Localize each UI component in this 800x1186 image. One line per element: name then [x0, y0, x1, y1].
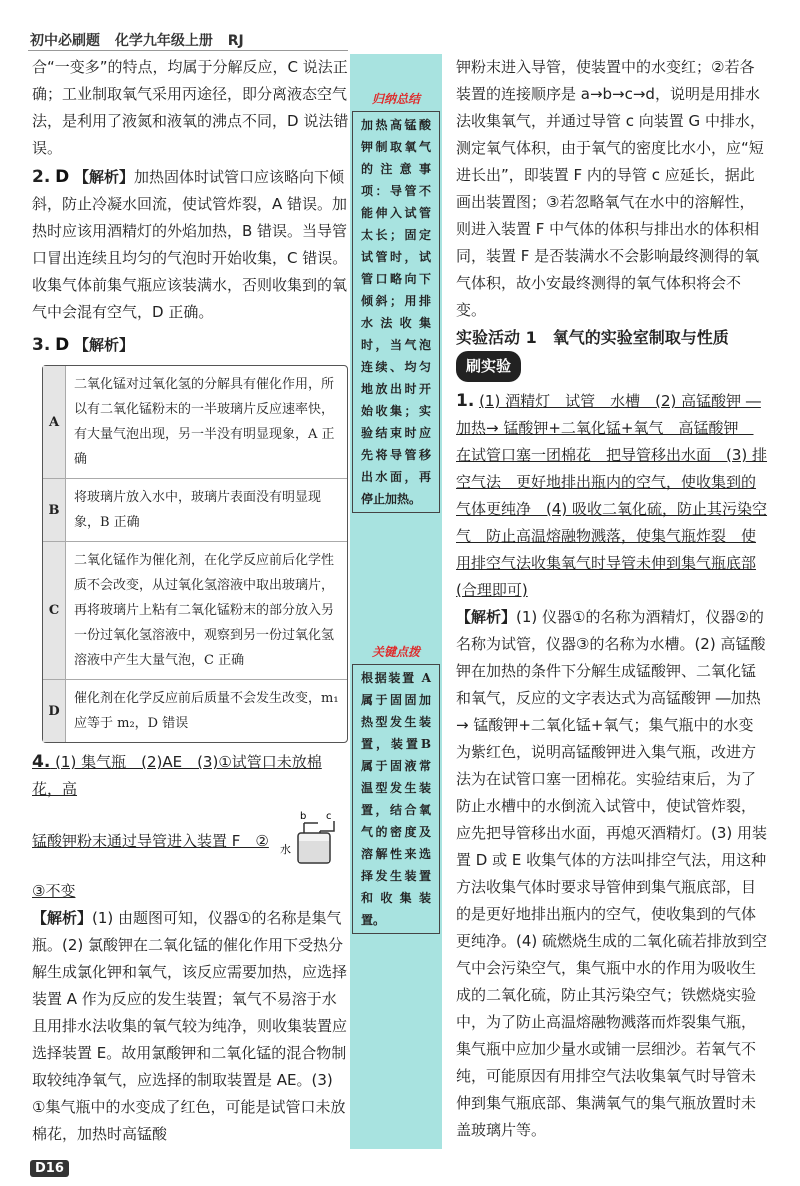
q1-continuation: 合“一变多”的特点，均属于分解反应，C 说法正确；工业制取氧气采用丙途径，即分离液态空气法，是利用了液氮和液氧的沸点不同，D 说法错误。 [32, 58, 349, 157]
badge-row [456, 351, 768, 382]
q4-line3: ③不变 [32, 882, 76, 900]
experiment-badge: 刷实验 [456, 351, 521, 382]
option-label: B [43, 479, 66, 542]
q2-number: 2. [32, 167, 51, 187]
q4-line2 [32, 809, 350, 874]
section-title: 实验活动 1 氧气的实验室制取与性质 [456, 328, 729, 347]
q4-answer-part2: 锰酸钾粉末通过导管进入装置 F ② [32, 832, 269, 850]
exp1-analysis-block [456, 604, 768, 1144]
keypoint-box [352, 664, 440, 934]
keypoint-heading: 关键点拨 [371, 645, 420, 659]
q4-analysis-continued: 钾粉末进入导管，使装置中的水变红；②若各装置的连接顺序是 a→b→c→d，说明是用排水法收集氧气，并通过导管 c 向装置 G 中排水，测定氧气体积，由于氧气的密度比水小，应“短进长出”，即装置 F 内的导管 c 应延长，据此画出装置图；③若忽略氧气在水中的溶解性，则进入装置 F 中气体的体积与排出水的体积相同，装置 F 是否装满水不会影响最终测得的氧气体积，故小安最终测得的氧气体积将会不变。 [456, 58, 765, 319]
summary-heading: 归纳总结 [371, 92, 420, 106]
page-number: D16 [30, 1160, 69, 1177]
option-label: A [43, 366, 66, 479]
q2-analysis: 加热固体时试管口应该略向下倾斜，防止冷凝水回流，使试管炸裂，A 错误。加热时应该用酒精灯的外焰加热，B 错误。当导管口冒出连续且均匀的气泡时开始收集，C 错误。收集气体前集气瓶应该装满水，否则收集到的氧气中会混有空气，D 正确。 [32, 168, 348, 321]
q4-analysis: (1) 由题图可知，仪器①的名称是集气瓶。(2) 氯酸钾在二氧化锰的催化作用下受热分解生成氯化钾和氧气，该反应需要加热，应选择装置 A 作为反应的发生装置；氧气不易溶于水且用排水法收集的氧气较为纯净，则收集装置应选择装置 E。故用氯酸钾和二氧化锰的混合物制取较纯净氧气，应选择的制取装置是 AE。(3) ①集气瓶中的水变成了红色，可能是试管口未放棉花，加热时高锰酸 [32, 909, 348, 1143]
q2-answer: D [55, 167, 70, 187]
q2-analysis-tag: 【解析】 [73, 168, 134, 186]
subject-title: 化学九年级上册 [114, 33, 213, 49]
running-header [30, 30, 254, 50]
diagram-label-water: 水 [279, 843, 291, 856]
gas-bottle-diagram [274, 809, 344, 874]
left-column [32, 54, 350, 1148]
q3-analysis-tag: 【解析】 [73, 336, 134, 354]
summary-text: 加热高锰酸钾制取氧气的注意事项：导管不能伸入试管太长；固定试管时，试管口略向下倾斜；用排水法收集时，当气泡连续、均匀地放出时开始收集；实验结束时应先将导管移出水面，再停止加热。 [361, 118, 431, 506]
exp1-number: 1. [456, 391, 475, 411]
option-label: C [43, 542, 66, 680]
table-row [43, 680, 347, 742]
exp1-analysis-tag: 【解析】 [456, 608, 517, 626]
diagram-label-c: c [325, 811, 332, 822]
right-column [456, 54, 768, 1144]
table-row [43, 542, 347, 680]
option-label: D [43, 680, 66, 742]
keypoint-text: 根据装置 A属于固固加热型发生装置，装置B属于固液常温型发生装置，结合氧气的密度及溶解性来选择发生装置和收集装置。 [361, 671, 431, 927]
table-row [43, 479, 347, 542]
option-text: 二氧化锰作为催化剂，在化学反应前后化学性质不会改变，从过氧化氢溶液中取出玻璃片，再将玻璃片上粘有二氧化锰粉末的部分放入另一份过氧化氢溶液中，观察到另一份过氧化氢溶液中产生大量气泡，C 正确 [66, 542, 347, 680]
exp1-analysis: (1) 仪器①的名称为酒精灯，仪器②的名称为试管，仪器③的名称为水槽。(2) 高锰酸钾在加热的条件下分解生成锰酸钾、二氧化锰和氧气，反应的文字表达式为高锰酸钾 ―加热→ 锰酸钾+二氧化锰+氧气；集气瓶中的水变为紫红色，说明高锰酸钾进入集气瓶，改进方法为在试管口塞一团棉花。实验结束后，为了防止水槽中的水倒流入试管中，使试管炸裂，应先把导管移出水面，再熄灭酒精灯。(3) 用装置 D 或 E 收集气体的方法叫排空气法，用这种方法收集气体时要求导管伸到集气瓶底部，目的是更好地排出瓶内的空气，使收集到的气体更纯净。(4) 硫燃烧生成的二氧化硫若排放到空气中会污染空气，集气瓶中水的作用为吸收生成的二氧化硫，防止其污染空气；铁燃烧实验中，为了防止高温熔融物溅落而炸裂集气瓶，集气瓶中应加少量水或铺一层细沙。若氧气不纯，可能原因有用排空气法收集氧气时导管未伸到集气瓶底部、集满氧气的集气瓶放置时未盖玻璃片等。 [456, 608, 768, 1139]
q4-analysis-block [32, 905, 350, 1148]
q3-heading [32, 332, 350, 359]
edition-label: RJ [227, 33, 244, 49]
sidebar-notes [350, 54, 442, 1149]
q2-block [32, 164, 350, 326]
option-text: 二氧化锰对过氧化氢的分解具有催化作用，所以有二氧化锰粉末的一半玻璃片反应速率快，有大量气泡出现，另一半没有明显现象，A 正确 [66, 366, 347, 479]
book-title: 初中必刷题 [30, 33, 100, 49]
exp1-answer-block [456, 388, 768, 604]
q3-option-table [42, 365, 348, 743]
header-rule [28, 50, 348, 51]
q3-number: 3. [32, 335, 51, 355]
q4-number: 4. [32, 752, 51, 772]
exp1-answer: (1) 酒精灯 试管 水槽 (2) 高锰酸钾 ―加热→ 锰酸钾+二氧化锰+氧气 高锰酸钾 在试管口塞一团棉花 把导管移出水面 (3) 排空气法 更好地排出瓶内的空气，使收集到的气体更纯净 (4) 吸收二氧化硫，防止其污染空气 防止高温熔融物溅落，使集气瓶炸裂 使用排空气法收集氧气时导管未伸到集气瓶底部(合理即可) [456, 392, 768, 599]
q4-line1 [32, 749, 350, 803]
q3-answer: D [55, 335, 70, 355]
table-row [43, 366, 347, 479]
q4-answer-part1: (1) 集气瓶 (2)AE (3)①试管口未放棉花，高 [32, 753, 322, 798]
summary-box [352, 111, 440, 513]
q4-analysis-tag: 【解析】 [32, 909, 93, 927]
diagram-label-b: b [299, 811, 306, 822]
option-text: 将玻璃片放入水中，玻璃片表面没有明显现象，B 正确 [66, 479, 347, 542]
option-text: 催化剂在化学反应前后质量不会发生改变，m₁ 应等于 m₂，D 错误 [74, 691, 339, 731]
